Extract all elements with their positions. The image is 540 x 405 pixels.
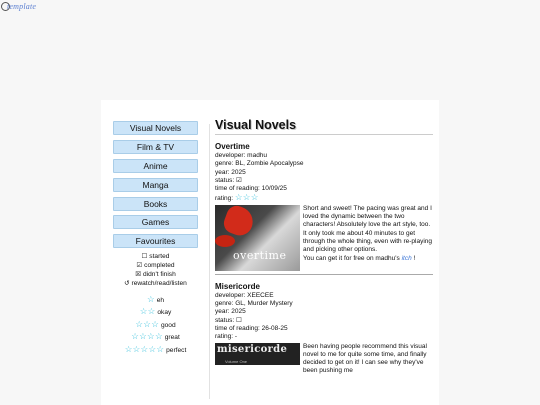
legend-rewatch: ↺ rewatch/read/listen <box>124 279 187 287</box>
legend-completed: ☑ completed <box>136 262 175 270</box>
column-divider <box>209 124 210 399</box>
review-link-suffix: ! <box>413 254 416 262</box>
cover-art-shape <box>221 205 257 239</box>
entry-separator <box>215 274 433 275</box>
rating-legend-label: great <box>164 334 180 342</box>
star-icon: ☆☆☆ <box>234 192 259 203</box>
nav-manga[interactable]: Manga <box>113 178 198 192</box>
itch-link[interactable]: itch <box>401 254 412 262</box>
entry-body <box>215 205 433 271</box>
rating-legend <box>113 294 198 357</box>
rating-legend-eh <box>113 294 198 307</box>
legend-didnt-finish: ☒ didn't finish <box>135 270 176 278</box>
review-text: Short and sweet! The pacing was great and I loved the dynamic between the two characters! Absolutely love the art style, too. It only took me about 40 minutes to get through the whole thing, even with re-playing and picking other options. <box>303 204 432 254</box>
cover-title: misericorde <box>217 343 288 355</box>
nav-film-tv[interactable]: Film & TV <box>113 140 198 154</box>
entry-year: year: 2025 <box>215 168 246 176</box>
entry-title: Misericorde <box>215 281 260 291</box>
entry-review <box>300 205 433 271</box>
entry-review <box>300 343 433 376</box>
entry-status: status: ☑ <box>215 176 242 184</box>
entry-year: year: 2025 <box>215 308 246 316</box>
cover-art-shape <box>215 235 235 247</box>
content <box>215 116 433 376</box>
entry-developer: developer: madhu <box>215 152 268 159</box>
entry-developer: developer: XEECEE <box>215 291 274 299</box>
entry-time: time of reading: 10/09/25 <box>215 185 287 193</box>
cover-image <box>215 343 300 365</box>
cover-image <box>215 205 300 271</box>
rating-legend-perfect <box>113 344 198 357</box>
status-legend <box>113 253 198 288</box>
rating-legend-great <box>113 331 198 344</box>
entry-time: time of reading: 26-08-25 <box>215 324 288 332</box>
nav-books[interactable]: Books <box>113 197 198 211</box>
entry-rating <box>215 193 433 203</box>
rating-legend-good <box>113 319 198 332</box>
star-icon: ☆ <box>146 293 155 304</box>
legend-started: ☐ started <box>141 253 170 261</box>
nav-visual-novels[interactable]: Visual Novels <box>113 121 198 135</box>
section-title: Visual Novels <box>215 118 433 135</box>
sidebar <box>113 121 198 356</box>
rating-legend-label: perfect <box>166 346 187 354</box>
cover-subtitle: Volume One <box>225 358 248 364</box>
entry-rating: rating: - <box>215 333 238 341</box>
rating-label: rating: <box>215 195 234 203</box>
template-badge[interactable] <box>0 0 36 12</box>
cover-title: overtime <box>233 249 287 263</box>
entry-misericorde <box>215 282 433 376</box>
star-icon: ☆☆☆ <box>135 318 160 329</box>
badge-label: template <box>7 1 37 11</box>
review-link-prefix: You can get it for free on madhu's <box>303 254 400 262</box>
entry-title: Overtime <box>215 142 250 151</box>
review-text: Been having people recommend this visual novel to me for quite some time, and finally decided to get on it! I can see why they've been pushing me <box>303 342 427 375</box>
star-icon: ☆☆☆☆☆ <box>124 343 165 354</box>
entry-overtime <box>215 142 433 275</box>
entry-status: status: ☐ <box>215 316 242 324</box>
nav-anime[interactable]: Anime <box>113 159 198 173</box>
star-icon: ☆☆☆☆ <box>131 331 163 342</box>
entry-genre: genre: GL, Murder Mystery <box>215 300 293 308</box>
rating-legend-okay <box>113 306 198 319</box>
nav-games[interactable]: Games <box>113 215 198 229</box>
star-icon: ☆☆ <box>139 306 156 317</box>
entry-genre: genre: BL, Zombie Apocalypse <box>215 160 304 168</box>
entry-body <box>215 343 433 376</box>
nav-favourites[interactable]: Favourites <box>113 234 198 248</box>
rating-legend-label: okay <box>157 309 172 317</box>
rating-legend-label: eh <box>156 296 165 304</box>
rating-legend-label: good <box>160 321 176 329</box>
main-panel <box>101 100 439 405</box>
